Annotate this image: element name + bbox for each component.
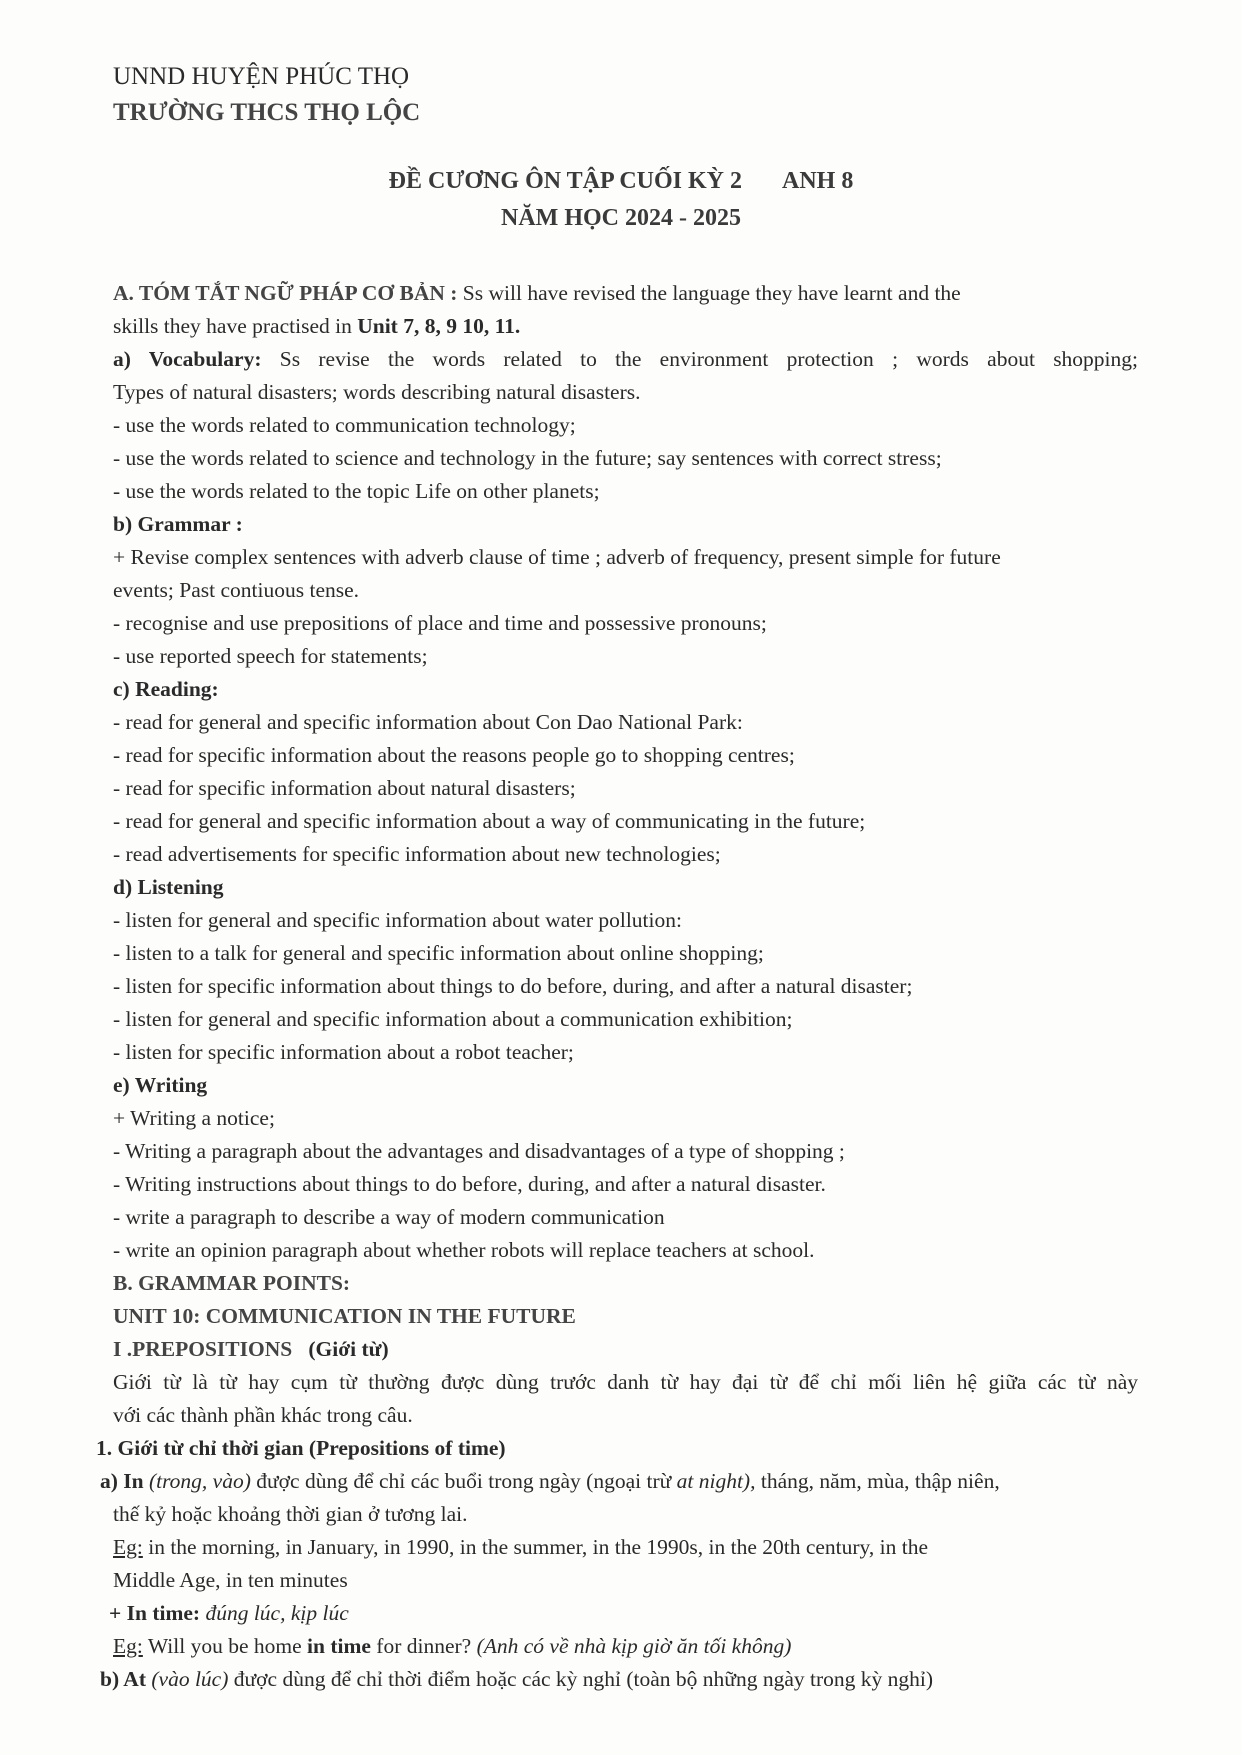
in-time-example-bold: in time bbox=[307, 1634, 371, 1658]
in-text: được dùng để chỉ các buổi trong ngày (ngoại trừ bbox=[250, 1469, 677, 1493]
listening-heading bbox=[113, 871, 1138, 904]
list-item: - read for specific information about the reasons people go to shopping centres; bbox=[113, 743, 795, 767]
in-text-2: tháng, năm, mùa, thập niên, bbox=[755, 1469, 1000, 1493]
in-exception: at night), bbox=[676, 1469, 756, 1493]
at-meaning: (vào lúc) bbox=[146, 1667, 229, 1691]
list-item: + Writing a notice; bbox=[113, 1106, 275, 1130]
prepositions-title-vn: (Giới từ) bbox=[308, 1337, 389, 1361]
in-example-cont: Middle Age, in ten minutes bbox=[113, 1568, 348, 1592]
in-time-example bbox=[113, 1630, 1138, 1663]
in-meaning: (trong, vào) bbox=[143, 1469, 251, 1493]
in-time-example-translation: (Anh có về nhà kịp giờ ăn tối không) bbox=[476, 1634, 792, 1658]
example-label: Eg: bbox=[113, 1535, 143, 1559]
list-item: - Writing instructions about things to do before, during, and after a natural disaster. bbox=[113, 1172, 826, 1196]
example-label: Eg: bbox=[113, 1634, 143, 1658]
school-year: NĂM HỌC 2024 - 2025 bbox=[501, 205, 741, 231]
list-item: - Writing a paragraph about the advantages and disadvantages of a type of shopping ; bbox=[113, 1139, 845, 1163]
in-rule bbox=[100, 1465, 1138, 1498]
list-item-cont: events; Past contiuous tense. bbox=[113, 578, 360, 602]
listening-heading-text: d) Listening bbox=[113, 875, 224, 899]
in-label: a) In bbox=[100, 1469, 144, 1493]
prepositions-definition-cont: với các thành phần khác trong câu. bbox=[113, 1403, 413, 1427]
list-item: - listen for specific information about things to do before, during, and after a natural disaster; bbox=[113, 974, 913, 998]
reading-heading-text: c) Reading: bbox=[113, 677, 219, 701]
time-prepositions-title: 1. Giới từ chỉ thời gian (Prepositions of time) bbox=[96, 1436, 506, 1460]
list-item: - read for specific information about natural disasters; bbox=[113, 776, 576, 800]
list-item: - listen for general and specific information about water pollution: bbox=[113, 908, 682, 932]
vocab-line bbox=[113, 343, 1138, 376]
list-item: - listen to a talk for general and specific information about online shopping; bbox=[113, 941, 764, 965]
in-example-text: in the morning, in January, in 1990, in the summer, in the 1990s, in the 20th century, in the bbox=[142, 1535, 929, 1559]
writing-heading bbox=[113, 1069, 1138, 1102]
list-item: - read for general and specific information about a way of communicating in the future; bbox=[113, 809, 866, 833]
in-time-example-text-2: for dinner? bbox=[370, 1634, 477, 1658]
section-a-heading: A. TÓM TẮT NGỮ PHÁP CƠ BẢN : bbox=[113, 281, 458, 305]
prepositions-heading bbox=[113, 1333, 1138, 1366]
title-subject: ANH 8 bbox=[782, 168, 854, 194]
time-prepositions-heading bbox=[96, 1432, 1138, 1465]
unit-heading: UNIT 10: COMMUNICATION IN THE FUTURE bbox=[113, 1304, 576, 1328]
vocab-heading: a) Vocabulary: bbox=[113, 347, 262, 371]
in-time-rule bbox=[109, 1597, 1138, 1630]
in-time-label: + In time: bbox=[109, 1601, 201, 1625]
title-main: ĐỀ CƯƠNG ÔN TẬP CUỐI KỲ 2 bbox=[388, 168, 742, 194]
reading-heading bbox=[113, 673, 1138, 706]
prepositions-title: I .PREPOSITIONS bbox=[113, 1337, 293, 1361]
at-rule bbox=[100, 1663, 1138, 1696]
list-item: - read advertisements for specific information about new technologies; bbox=[113, 842, 721, 866]
in-time-meaning: đúng lúc, kịp lúc bbox=[200, 1601, 349, 1625]
section-a-intro-text-2: skills they have practised in bbox=[113, 314, 358, 338]
document-title bbox=[0, 168, 1242, 195]
list-item: - write a paragraph to describe a way of modern communication bbox=[113, 1205, 665, 1229]
list-item: - listen for specific information about a robot teacher; bbox=[113, 1040, 574, 1064]
writing-heading-text: e) Writing bbox=[113, 1073, 208, 1097]
list-item: - use the words related to science and technology in the future; say sentences with correct stress; bbox=[113, 446, 942, 470]
document-body bbox=[96, 277, 1139, 1696]
grammar-heading-text: b) Grammar : bbox=[113, 512, 243, 536]
section-a-intro-text: Ss will have revised the language they have learnt and the bbox=[457, 281, 961, 305]
section-a-intro bbox=[113, 277, 1138, 310]
list-item: + Revise complex sentences with adverb clause of time ; adverb of frequency, present simple for future bbox=[113, 545, 1001, 569]
at-label: b) At bbox=[100, 1667, 146, 1691]
list-item: - use the words related to communication technology; bbox=[113, 413, 576, 437]
in-example bbox=[113, 1531, 1138, 1564]
list-item: - recognise and use prepositions of place and time and possessive pronouns; bbox=[113, 611, 767, 635]
grammar-heading bbox=[113, 508, 1138, 541]
in-time-example-text: Will you be home bbox=[142, 1634, 308, 1658]
school-name: TRƯỜNG THCS THỌ LỘC bbox=[113, 99, 421, 126]
section-a-units: Unit 7, 8, 9 10, 11. bbox=[357, 314, 521, 338]
section-b-heading: B. GRAMMAR POINTS: bbox=[113, 1271, 351, 1295]
list-item: - use the words related to the topic Life on other planets; bbox=[113, 479, 600, 503]
list-item: - write an opinion paragraph about whether robots will replace teachers at school. bbox=[113, 1238, 815, 1262]
prepositions-definition: Giới từ là từ hay cụm từ thường được dùng trước danh từ hay đại từ để chỉ mối liên hệ giữa các từ này bbox=[113, 1370, 1138, 1394]
list-item: - listen for general and specific information about a communication exhibition; bbox=[113, 1007, 793, 1031]
list-item: - use reported speech for statements; bbox=[113, 644, 428, 668]
list-item: - read for general and specific information about Con Dao National Park: bbox=[113, 710, 743, 734]
in-rule-cont: thế kỷ hoặc khoảng thời gian ở tương lai. bbox=[113, 1502, 468, 1526]
at-text: được dùng để chỉ thời điểm hoặc các kỳ nghỉ (toàn bộ những ngày trong kỳ nghỉ) bbox=[228, 1667, 934, 1691]
vocab-line-2: Types of natural disasters; words describing natural disasters. bbox=[113, 380, 641, 404]
district-name: UNND HUYỆN PHÚC THỌ bbox=[113, 63, 410, 90]
vocab-text: Ss revise the words related to the environment protection ; words about shopping; bbox=[261, 347, 1139, 371]
section-a-intro-cont bbox=[113, 310, 1138, 343]
